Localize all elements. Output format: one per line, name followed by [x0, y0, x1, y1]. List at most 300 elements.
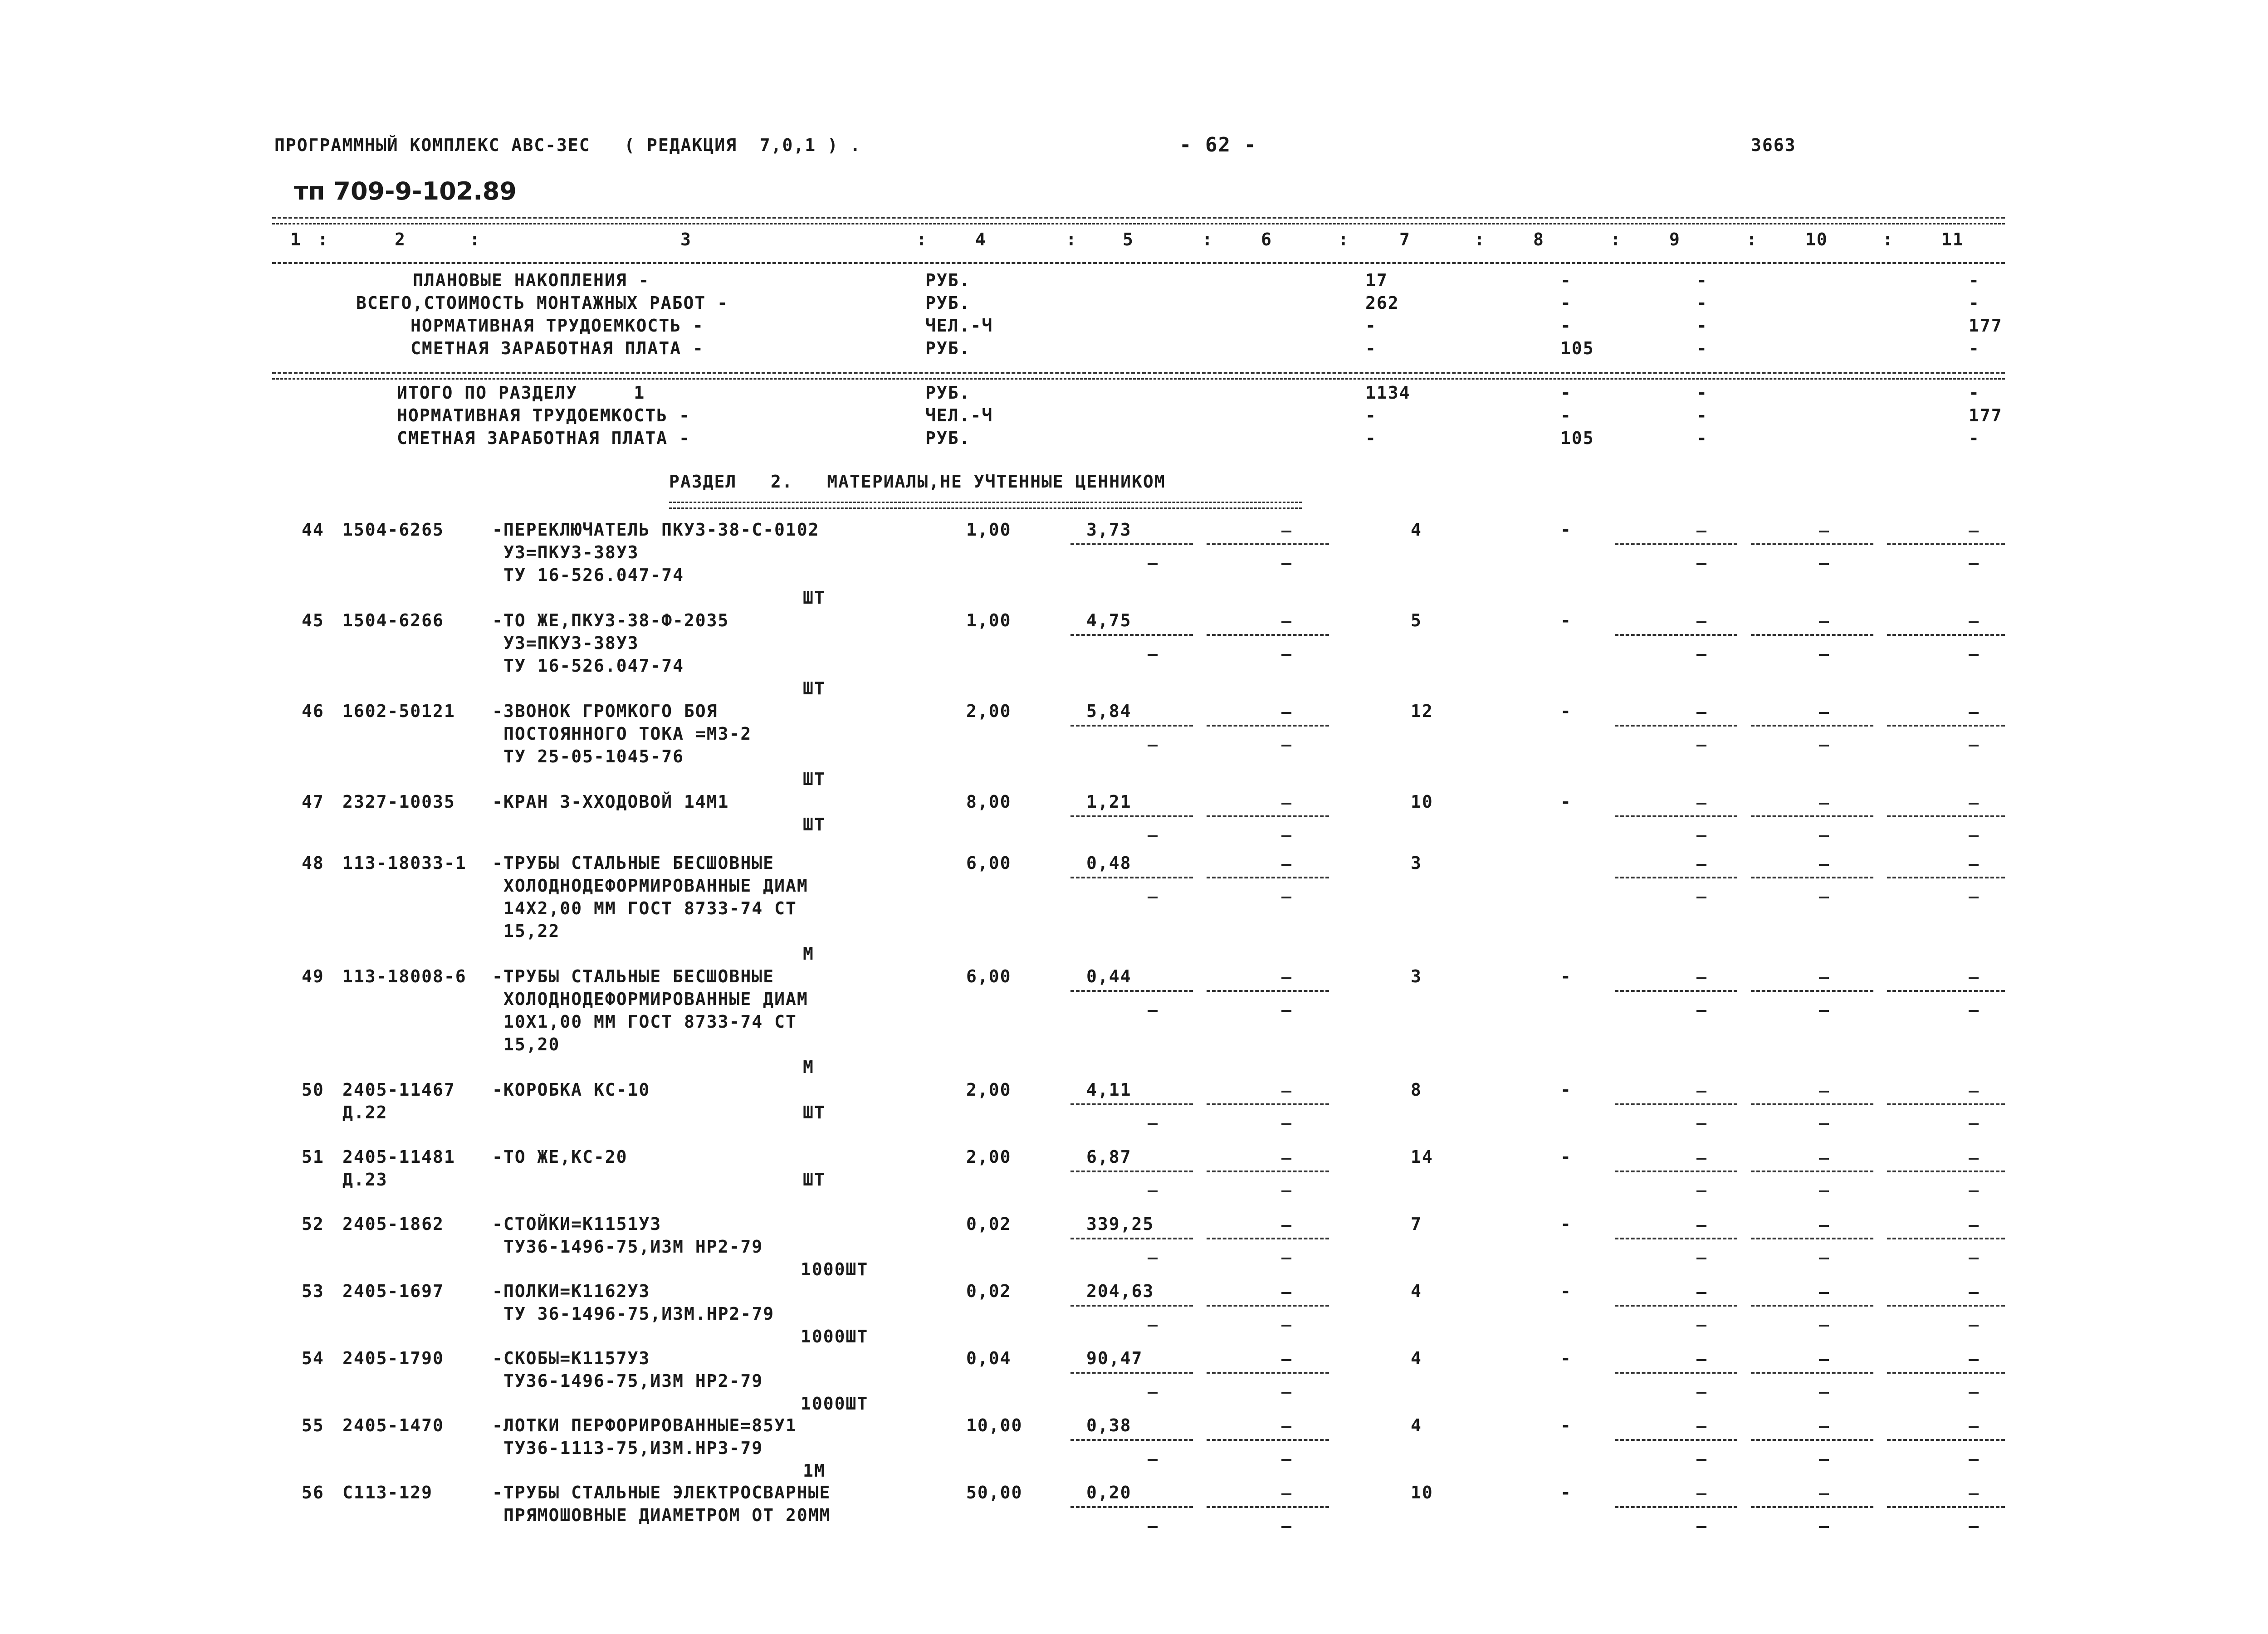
dash-mark: [1969, 1292, 1979, 1294]
item-description: ПРЯМОШОВНЫЕ ДИАМЕТРОМ ОТ 20ММ: [503, 1505, 831, 1525]
col11-underline: [1887, 1171, 2005, 1172]
item-number: 54: [302, 1348, 324, 1368]
item-number: 53: [302, 1281, 324, 1301]
price-underline: [1070, 990, 1193, 992]
item-code: 2405-1862: [342, 1214, 444, 1234]
table-top-rule: [272, 217, 2005, 219]
summary-label: ВСЕГО,СТОИМОСТЬ МОНТАЖНЫХ РАБОТ -: [356, 293, 728, 313]
summary-separator-rule: [272, 372, 2005, 374]
column-header-3: 3: [680, 229, 692, 249]
dash-mark: [1819, 1190, 1829, 1192]
item-price: 6,87: [1086, 1147, 1132, 1167]
dash-mark: [1819, 654, 1829, 656]
item-quantity: 10,00: [966, 1415, 1023, 1435]
item-unit: М: [803, 1057, 814, 1077]
item-description: -ТРУБЫ СТАЛЬНЫЕ БЕСШОВНЫЕ: [492, 966, 774, 986]
col11-underline: [1887, 1439, 2005, 1441]
dash-mark: [1148, 1258, 1158, 1259]
dash-mark: [1819, 1225, 1829, 1227]
column-separator: :: [1066, 229, 1077, 249]
dash-mark: [1148, 1526, 1158, 1528]
dash-mark: [1696, 864, 1706, 866]
dash-mark: [1969, 897, 1979, 898]
dash-mark: [1969, 1359, 1979, 1361]
item-col7: 3: [1411, 853, 1422, 873]
dash-mark: [1819, 1158, 1829, 1160]
price-underline: [1070, 877, 1193, 878]
col11-underline: [1887, 725, 2005, 727]
dash-mark: [1281, 621, 1291, 623]
dash-mark: [1148, 897, 1158, 898]
summary-col8: -: [1560, 270, 1572, 290]
summary-col7: -: [1365, 405, 1377, 425]
item-col8: -: [1560, 1281, 1572, 1301]
dash-mark: [1281, 1493, 1291, 1495]
column-separator: :: [1746, 229, 1758, 249]
item-col8: -: [1560, 792, 1572, 812]
dash-mark: [1696, 1225, 1706, 1227]
dash-mark: [1969, 654, 1979, 656]
dash-mark: [1969, 803, 1979, 805]
item-col8: -: [1560, 520, 1572, 540]
item-description: -ТРУБЫ СТАЛЬНЫЕ БЕСШОВНЫЕ: [492, 853, 774, 873]
item-price: 0,38: [1086, 1415, 1132, 1435]
item-number: 56: [302, 1483, 324, 1502]
dash-mark: [1281, 563, 1291, 565]
dash-mark: [1819, 1258, 1829, 1259]
column-separator: :: [318, 229, 329, 249]
item-quantity: 8,00: [966, 792, 1012, 812]
col6-underline: [1207, 1103, 1329, 1105]
dash-mark: [1148, 1190, 1158, 1192]
dash-mark: [1819, 1010, 1829, 1012]
dash-mark: [1281, 1158, 1291, 1160]
summary-label: СМЕТНАЯ ЗАРАБОТНАЯ ПЛАТА -: [411, 338, 704, 358]
item-code: 2405-11467: [342, 1080, 455, 1100]
summary-col9: -: [1696, 293, 1708, 313]
dash-mark: [1969, 1010, 1979, 1012]
price-underline: [1070, 1305, 1193, 1307]
price-underline: [1070, 1171, 1193, 1172]
item-description: ТУ 25-05-1045-76: [503, 746, 684, 766]
item-col8: -: [1560, 1080, 1572, 1100]
item-description: У3=ПКУ3-38У3: [503, 542, 639, 562]
column-header-5: 5: [1123, 229, 1134, 249]
col6-underline: [1207, 634, 1329, 636]
col10-underline: [1751, 1103, 1873, 1105]
item-code: С113-129: [342, 1483, 433, 1502]
dash-mark: [1969, 1190, 1979, 1192]
dash-mark: [1696, 1426, 1706, 1428]
item-description: -КОРОБКА КС-10: [492, 1080, 650, 1100]
summary-col11: 177: [1969, 405, 2003, 425]
item-quantity: 2,00: [966, 1080, 1012, 1100]
col9-underline: [1615, 1372, 1737, 1374]
dash-mark: [1969, 563, 1979, 565]
item-unit: ШТ: [803, 678, 826, 698]
dash-mark: [1696, 835, 1706, 837]
item-price: 0,20: [1086, 1483, 1132, 1502]
summary-label: ИТОГО ПО РАЗДЕЛУ 1: [397, 383, 645, 403]
summary-col9: -: [1696, 316, 1708, 336]
col10-underline: [1751, 1171, 1873, 1172]
item-col7: 3: [1411, 966, 1422, 986]
summary-label: СМЕТНАЯ ЗАРАБОТНАЯ ПЛАТА -: [397, 428, 690, 448]
item-col7: 8: [1411, 1080, 1422, 1100]
column-separator: :: [1474, 229, 1486, 249]
item-quantity: 0,04: [966, 1348, 1012, 1368]
dash-mark: [1969, 621, 1979, 623]
dash-mark: [1281, 897, 1291, 898]
program-header: ПРОГРАММНЫЙ КОМПЛЕКС АВС-3ЕС ( РЕДАКЦИЯ 7,0,1 ) .: [274, 135, 861, 155]
column-header-11: 11: [1941, 229, 1964, 249]
item-description: -ПОЛКИ=К1162У3: [492, 1281, 650, 1301]
item-unit: 1М: [803, 1461, 826, 1481]
dash-mark: [1819, 1392, 1829, 1394]
col10-underline: [1751, 877, 1873, 878]
summary-col11: -: [1969, 428, 1980, 448]
summary-label: НОРМАТИВНАЯ ТРУДОЕМКОСТЬ -: [411, 316, 704, 336]
item-col8: -: [1560, 610, 1572, 630]
item-col8: -: [1560, 966, 1572, 986]
item-number: 45: [302, 610, 324, 630]
col10-underline: [1751, 1238, 1873, 1239]
table-top-rule-2: [272, 223, 2005, 224]
item-number: 50: [302, 1080, 324, 1100]
item-description: -ЛОТКИ ПЕРФОРИРОВАННЫЕ=85У1: [492, 1415, 797, 1435]
dash-mark: [1696, 712, 1706, 714]
col9-underline: [1615, 725, 1737, 727]
item-description: 15,20: [503, 1034, 560, 1054]
item-description: -ТО ЖЕ,КС-20: [492, 1147, 628, 1167]
col6-underline: [1207, 1305, 1329, 1307]
dash-mark: [1696, 1258, 1706, 1259]
item-col7: 10: [1411, 1483, 1433, 1502]
dash-mark: [1819, 1091, 1829, 1093]
dash-mark: [1696, 745, 1706, 746]
item-col8: -: [1560, 1415, 1572, 1435]
item-col7: 5: [1411, 610, 1422, 630]
price-underline: [1070, 815, 1193, 817]
summary-col8: -: [1560, 293, 1572, 313]
dash-mark: [1819, 1359, 1829, 1361]
summary-label: НОРМАТИВНАЯ ТРУДОЕМКОСТЬ -: [397, 405, 690, 425]
dash-mark: [1819, 1426, 1829, 1428]
column-header-7: 7: [1399, 229, 1411, 249]
dash-mark: [1696, 531, 1706, 532]
item-col7: 10: [1411, 792, 1433, 812]
dash-mark: [1819, 1526, 1829, 1528]
item-code: 2405-1697: [342, 1281, 444, 1301]
item-col7: 4: [1411, 520, 1422, 540]
item-quantity: 2,00: [966, 1147, 1012, 1167]
dash-mark: [1819, 531, 1829, 532]
summary-col7: -: [1365, 428, 1377, 448]
item-col8: -: [1560, 1483, 1572, 1502]
dash-mark: [1148, 745, 1158, 746]
item-quantity: 1,00: [966, 520, 1012, 540]
dash-mark: [1281, 1459, 1291, 1461]
item-number: 55: [302, 1415, 324, 1435]
dash-mark: [1148, 835, 1158, 837]
col10-underline: [1751, 1305, 1873, 1307]
dash-mark: [1969, 1392, 1979, 1394]
price-underline: [1070, 1238, 1193, 1239]
col6-underline: [1207, 1238, 1329, 1239]
item-price: 4,11: [1086, 1080, 1132, 1100]
dash-mark: [1696, 1292, 1706, 1294]
column-header-8: 8: [1533, 229, 1545, 249]
col11-underline: [1887, 877, 2005, 878]
dash-mark: [1969, 712, 1979, 714]
summary-col7: -: [1365, 316, 1377, 336]
dash-mark: [1819, 977, 1829, 979]
dash-mark: [1148, 563, 1158, 565]
summary-col11: -: [1969, 293, 1980, 313]
col10-underline: [1751, 634, 1873, 636]
item-price: 204,63: [1086, 1281, 1154, 1301]
col11-underline: [1887, 1305, 2005, 1307]
column-header-6: 6: [1261, 229, 1272, 249]
dash-mark: [1969, 1225, 1979, 1227]
item-price: 1,21: [1086, 792, 1132, 812]
summary-unit: РУБ.: [925, 293, 971, 313]
dash-mark: [1696, 621, 1706, 623]
col6-underline: [1207, 1372, 1329, 1374]
col10-underline: [1751, 815, 1873, 817]
col9-underline: [1615, 990, 1737, 992]
col9-underline: [1615, 1238, 1737, 1239]
summary-col7: 1134: [1365, 383, 1411, 403]
column-header-2: 2: [395, 229, 406, 249]
item-description: -ТРУБЫ СТАЛЬНЫЕ ЭЛЕКТРОСВАРНЫЕ: [492, 1483, 831, 1502]
column-header-9: 9: [1669, 229, 1681, 249]
summary-label: ПЛАНОВЫЕ НАКОПЛЕНИЯ -: [413, 270, 650, 290]
item-quantity: 2,00: [966, 701, 1012, 721]
item-code: 2327-10035: [342, 792, 455, 812]
dash-mark: [1969, 1459, 1979, 1461]
col11-underline: [1887, 1372, 2005, 1374]
column-header-bottom-rule: [272, 262, 2005, 264]
summary-col8: 105: [1560, 338, 1594, 358]
summary-unit: РУБ.: [925, 383, 971, 403]
item-description: -КРАН 3-ХХОДОВОЙ 14М1: [492, 792, 729, 812]
dash-mark: [1969, 1158, 1979, 1160]
summary-col11: -: [1969, 270, 1980, 290]
item-unit: ШТ: [803, 769, 826, 789]
col9-underline: [1615, 543, 1737, 545]
summary-col7: 17: [1365, 270, 1388, 290]
item-code: 1602-50121: [342, 701, 455, 721]
dash-mark: [1281, 835, 1291, 837]
item-col8: -: [1560, 701, 1572, 721]
dash-mark: [1969, 1258, 1979, 1259]
col9-underline: [1615, 815, 1737, 817]
column-separator: :: [916, 229, 928, 249]
price-underline: [1070, 634, 1193, 636]
dash-mark: [1819, 712, 1829, 714]
dash-mark: [1281, 1091, 1291, 1093]
item-number: 52: [302, 1214, 324, 1234]
col6-underline: [1207, 725, 1329, 727]
item-description: У3=ПКУ3-38У3: [503, 633, 639, 653]
item-description: ТУ 16-526.047-74: [503, 565, 684, 585]
item-quantity: 0,02: [966, 1214, 1012, 1234]
item-number: 51: [302, 1147, 324, 1167]
summary-col9: -: [1696, 383, 1708, 403]
item-col8: -: [1560, 1348, 1572, 1368]
dash-mark: [1281, 1359, 1291, 1361]
dash-mark: [1281, 1392, 1291, 1394]
price-underline: [1070, 1439, 1193, 1441]
col10-underline: [1751, 725, 1873, 727]
dash-mark: [1281, 1292, 1291, 1294]
dash-mark: [1281, 1526, 1291, 1528]
summary-col8: -: [1560, 316, 1572, 336]
dash-mark: [1148, 1325, 1158, 1327]
price-underline: [1070, 1103, 1193, 1105]
item-unit: ШТ: [803, 1170, 826, 1190]
item-col7: 4: [1411, 1281, 1422, 1301]
item-price: 0,48: [1086, 853, 1132, 873]
dash-mark: [1969, 864, 1979, 866]
col11-underline: [1887, 1238, 2005, 1239]
dash-mark: [1281, 531, 1291, 532]
item-col7: 14: [1411, 1147, 1433, 1167]
item-unit: 1000ШТ: [801, 1327, 869, 1346]
dash-mark: [1969, 835, 1979, 837]
col11-underline: [1887, 815, 2005, 817]
dash-mark: [1281, 977, 1291, 979]
item-description: -ЗВОНОК ГРОМКОГО БОЯ: [492, 701, 718, 721]
dash-mark: [1696, 897, 1706, 898]
col11-underline: [1887, 634, 2005, 636]
item-number: 44: [302, 520, 324, 540]
dash-mark: [1819, 1292, 1829, 1294]
dash-mark: [1819, 745, 1829, 746]
dash-mark: [1819, 563, 1829, 565]
dash-mark: [1969, 1426, 1979, 1428]
item-quantity: 6,00: [966, 966, 1012, 986]
column-separator: :: [1882, 229, 1894, 249]
dash-mark: [1969, 977, 1979, 979]
item-price: 3,73: [1086, 520, 1132, 540]
col10-underline: [1751, 543, 1873, 545]
dash-mark: [1281, 1258, 1291, 1259]
summary-unit: РУБ.: [925, 428, 971, 448]
summary-col11: -: [1969, 338, 1980, 358]
summary-col8: 105: [1560, 428, 1594, 448]
item-col7: 12: [1411, 701, 1433, 721]
col9-underline: [1615, 877, 1737, 878]
summary-unit: ЧЕЛ.-Ч: [925, 316, 993, 336]
section-title: РАЗДЕЛ 2. МАТЕРИАЛЫ,НЕ УЧТЕННЫЕ ЦЕННИКОМ: [669, 472, 1166, 492]
price-underline: [1070, 1372, 1193, 1374]
item-description: ТУ 36-1496-75,ИЗМ.НР2-79: [503, 1304, 775, 1324]
summary-unit: РУБ.: [925, 270, 971, 290]
dash-mark: [1819, 864, 1829, 866]
summary-col8: -: [1560, 405, 1572, 425]
item-description: 15,22: [503, 921, 560, 941]
col9-underline: [1615, 1103, 1737, 1105]
column-separator: :: [1610, 229, 1622, 249]
item-col7: 4: [1411, 1415, 1422, 1435]
summary-col9: -: [1696, 338, 1708, 358]
dash-mark: [1819, 803, 1829, 805]
item-description: ТУ36-1113-75,ИЗМ.НР3-79: [503, 1438, 763, 1458]
dash-mark: [1148, 654, 1158, 656]
dash-mark: [1148, 1010, 1158, 1012]
dash-mark: [1281, 864, 1291, 866]
dash-mark: [1819, 1459, 1829, 1461]
dash-mark: [1969, 1091, 1979, 1093]
item-code-suffix: Д.22: [342, 1102, 388, 1122]
dash-mark: [1696, 1010, 1706, 1012]
summary-unit: РУБ.: [925, 338, 971, 358]
dash-mark: [1819, 835, 1829, 837]
dash-mark: [1696, 977, 1706, 979]
col9-underline: [1615, 1305, 1737, 1307]
col9-underline: [1615, 1171, 1737, 1172]
dash-mark: [1819, 1123, 1829, 1125]
dash-mark: [1281, 803, 1291, 805]
col10-underline: [1751, 990, 1873, 992]
col6-underline: [1207, 877, 1329, 878]
item-description: ТУ36-1496-75,ИЗМ НР2-79: [503, 1237, 763, 1257]
col6-underline: [1207, 1439, 1329, 1441]
document-code: 3663: [1751, 135, 1796, 155]
dash-mark: [1281, 654, 1291, 656]
col11-underline: [1887, 990, 2005, 992]
dash-mark: [1696, 1158, 1706, 1160]
item-code: 2405-1470: [342, 1415, 444, 1435]
item-unit: ШТ: [803, 588, 826, 608]
dash-mark: [1281, 1010, 1291, 1012]
column-separator: :: [1338, 229, 1349, 249]
col6-underline: [1207, 815, 1329, 817]
item-quantity: 0,02: [966, 1281, 1012, 1301]
dash-mark: [1969, 1325, 1979, 1327]
item-col7: 7: [1411, 1214, 1422, 1234]
item-unit: ШТ: [803, 1102, 826, 1122]
item-unit: М: [803, 944, 814, 964]
handwritten-project-number: тп 709-9-102.89: [294, 177, 517, 205]
summary-col9: -: [1696, 428, 1708, 448]
dash-mark: [1696, 1459, 1706, 1461]
summary-separator-rule-2: [272, 378, 2005, 380]
item-description: ХОЛОДНОДЕФОРМИРОВАННЫЕ ДИАМ: [503, 989, 808, 1009]
section-title-underline: [669, 502, 1302, 509]
summary-col11: 177: [1969, 316, 2003, 336]
dash-mark: [1969, 1123, 1979, 1125]
item-description: ХОЛОДНОДЕФОРМИРОВАННЫЕ ДИАМ: [503, 876, 808, 896]
dash-mark: [1281, 1123, 1291, 1125]
dash-mark: [1281, 1426, 1291, 1428]
summary-col7: -: [1365, 338, 1377, 358]
dash-mark: [1819, 1493, 1829, 1495]
dash-mark: [1696, 654, 1706, 656]
item-code: 113-18008-6: [342, 966, 467, 986]
dash-mark: [1696, 1359, 1706, 1361]
item-description: -СТОЙКИ=К1151У3: [492, 1214, 662, 1234]
dash-mark: [1969, 1526, 1979, 1528]
dash-mark: [1696, 1091, 1706, 1093]
item-unit: ШТ: [803, 815, 826, 834]
item-description: ПОСТОЯННОГО ТОКА =МЗ-2: [503, 724, 752, 744]
col10-underline: [1751, 1439, 1873, 1441]
item-code-suffix: Д.23: [342, 1170, 388, 1190]
dash-mark: [1969, 531, 1979, 532]
